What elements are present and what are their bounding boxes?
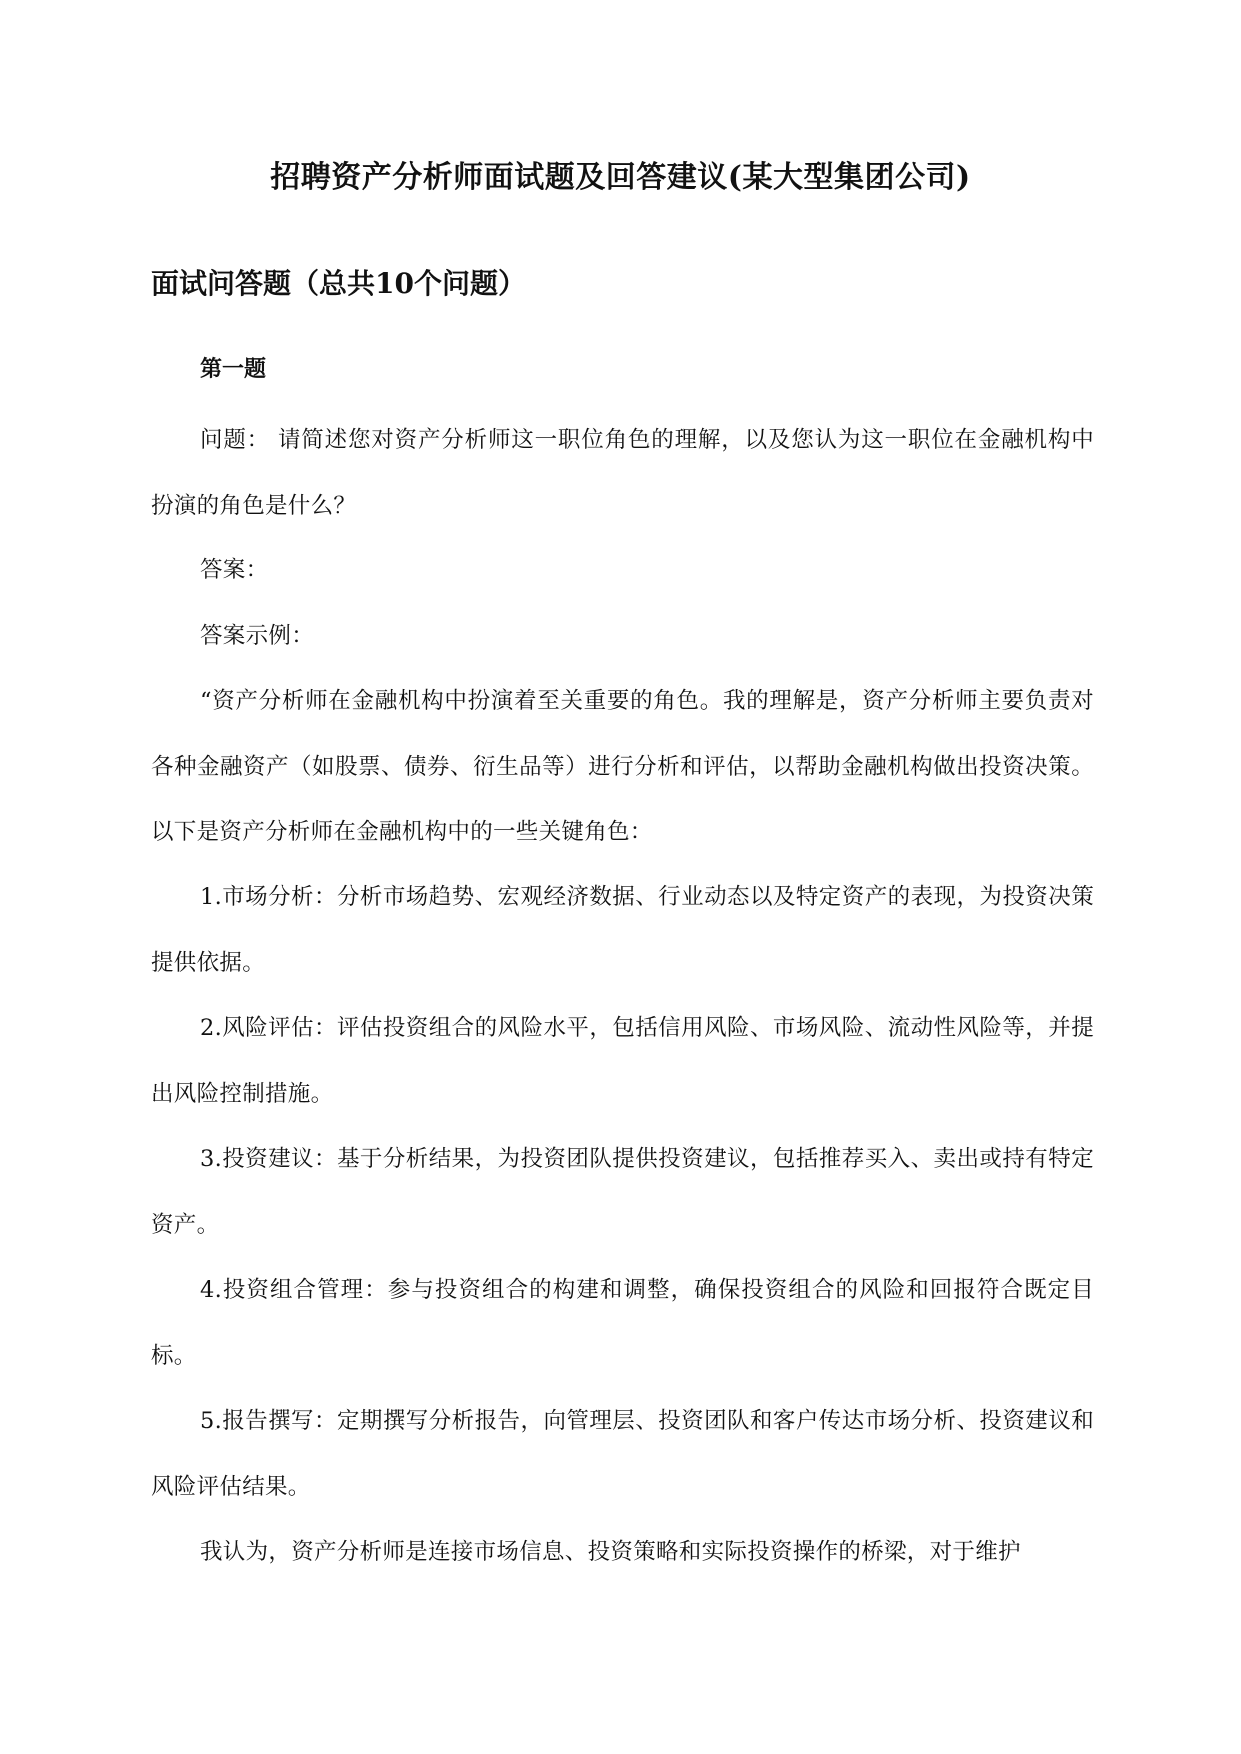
question-paragraph: 问题： 请简述您对资产分析师这一职位角色的理解，以及您认为这一职位在金融机构中扮演的角色是什么？ [151,427,1094,519]
conclusion-paragraph: 我认为，资产分析师是连接市场信息、投资策略和实际投资操作的桥梁，对于维护 [200,1539,1021,1565]
list-item: 1.市场分析：分析市场趋势、宏观经济数据、行业动态以及特定资产的表现，为投资决策提供依据。 [151,884,1094,976]
list-item: 4.投资组合管理：参与投资组合的构建和调整，确保投资组合的风险和回报符合既定目标。 [151,1277,1094,1369]
answer-intro-paragraph: “资产分析师在金融机构中扮演着至关重要的角色。我的理解是，资产分析师主要负责对各种金融资产（如股票、债券、衍生品等）进行分析和评估，以帮助金融机构做出投资决策。以下是资产分析师在金融机构中的一些关键角色： [151,688,1094,845]
list-item: 3.投资建议：基于分析结果，为投资团队提供投资建议，包括推荐买入、卖出或持有特定资产。 [151,1146,1094,1238]
answer-label: 答案： [200,557,269,583]
list-item: 5.报告撰写：定期撰写分析报告，向管理层、投资团队和客户传达市场分析、投资建议和风险评估结果。 [151,1408,1094,1500]
answer-example-label: 答案示例： [200,623,315,649]
list-item: 2.风险评估：评估投资组合的风险水平，包括信用风险、市场风险、流动性风险等，并提出风险控制措施。 [151,1015,1094,1107]
section-heading: 面试问答题（总共10个问题） [151,267,526,300]
document-title: 招聘资产分析师面试题及回答建议(某大型集团公司) [270,160,971,195]
question-number-label: 第一题 [200,356,267,382]
